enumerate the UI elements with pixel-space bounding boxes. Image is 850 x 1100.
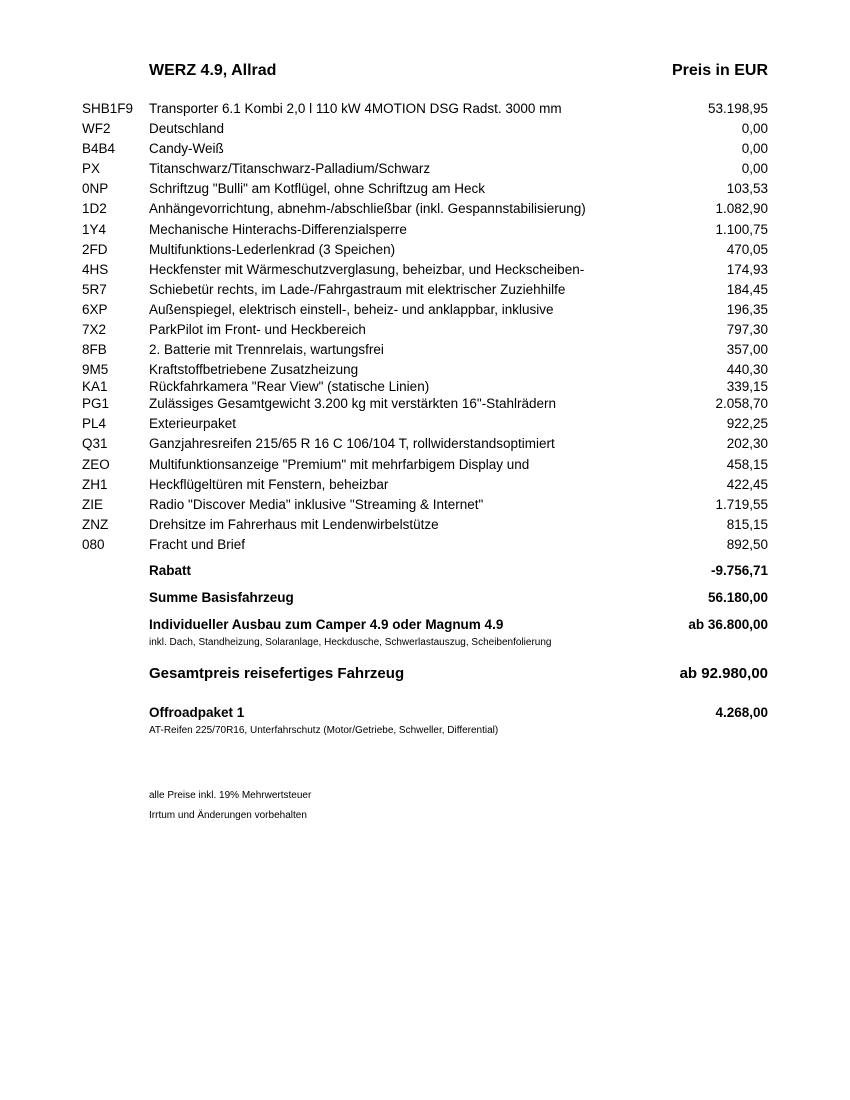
ausbau-row <box>149 617 768 635</box>
item-price: 797,30 <box>726 322 768 338</box>
item-code: ZIE <box>82 496 104 512</box>
rabatt-row <box>149 563 768 581</box>
item-row <box>82 535 768 555</box>
item-price: 1.719,55 <box>715 496 768 512</box>
item-row <box>82 414 768 434</box>
item-row <box>82 99 768 119</box>
gesamt-label: Gesamtpreis reisefertiges Fahrzeug <box>149 665 405 682</box>
item-price: 892,50 <box>726 536 768 552</box>
item-description: Rückfahrkamera "Rear View" (statische Linien) <box>149 379 430 395</box>
basis-row <box>149 590 768 608</box>
item-description: Heckflügeltüren mit Fenstern, beheizbar <box>149 476 389 492</box>
item-row <box>82 240 768 260</box>
item-code: 1D2 <box>82 201 107 217</box>
offroad-note: AT-Reifen 225/70R16, Unterfahrschutz (Motor/Getriebe, Schweller, Differential) <box>149 725 499 736</box>
item-code: 7X2 <box>82 322 107 338</box>
item-code: 0NP <box>82 181 109 197</box>
ausbau-label: Individueller Ausbau zum Camper 4.9 oder Magnum 4.9 <box>149 617 504 632</box>
item-row <box>82 320 768 340</box>
item-code: ZNZ <box>82 516 109 532</box>
item-price: 53.198,95 <box>707 101 768 116</box>
item-code: PL4 <box>82 416 107 432</box>
item-description: Mechanische Hinterachs-Differenzialsperre <box>149 221 407 237</box>
item-code: 1Y4 <box>82 221 107 237</box>
item-price: 422,45 <box>726 476 768 492</box>
item-price: 0,00 <box>741 161 768 177</box>
item-description: Exterieurpaket <box>149 416 237 432</box>
item-price: 103,53 <box>726 181 768 197</box>
item-code: Q31 <box>82 436 108 452</box>
item-description: Transporter 6.1 Kombi 2,0 l 110 kW 4MOTION DSG Radst. 3000 mm <box>149 101 562 116</box>
rabatt-value: -9.756,71 <box>710 563 768 578</box>
item-row <box>82 495 768 515</box>
item-description: Schriftzug "Bulli" am Kotflügel, ohne Schriftzug am Heck <box>149 181 485 197</box>
item-code: KA1 <box>82 379 108 395</box>
item-row <box>82 340 768 360</box>
item-code: 9M5 <box>82 362 109 378</box>
item-price: 470,05 <box>726 241 768 257</box>
equipment-list <box>82 99 768 555</box>
item-price: 2.058,70 <box>715 396 768 412</box>
item-row <box>82 475 768 495</box>
item-row <box>82 280 768 300</box>
item-price: 0,00 <box>741 141 768 157</box>
item-row <box>82 394 768 414</box>
item-code: PX <box>82 161 101 177</box>
item-description: Drehsitze im Fahrerhaus mit Lendenwirbelstütze <box>149 516 439 532</box>
item-code: SHB1F9 <box>82 101 134 116</box>
item-code: 080 <box>82 536 105 552</box>
item-price: 202,30 <box>726 436 768 452</box>
item-description: Fracht und Brief <box>149 536 246 552</box>
basis-value: 56.180,00 <box>707 590 768 605</box>
item-description: 2. Batterie mit Trennrelais, wartungsfrei <box>149 342 384 358</box>
item-description: Candy-Weiß <box>149 141 224 157</box>
price-column-heading: Preis in EUR <box>671 62 768 79</box>
item-price: 922,25 <box>726 416 768 432</box>
gesamt-row <box>149 665 768 685</box>
item-description: Schiebetür rechts, im Lade-/Fahrgastraum mit elektrischer Zuziehhilfe <box>149 281 566 297</box>
basis-label: Summe Basisfahrzeug <box>149 590 294 605</box>
item-code: 8FB <box>82 342 107 358</box>
item-price: 196,35 <box>726 301 768 317</box>
item-price: 184,45 <box>726 281 768 297</box>
item-code: ZH1 <box>82 476 108 492</box>
item-description: Außenspiegel, elektrisch einstell-, beheiz- und anklappbar, inklusive <box>149 301 554 317</box>
item-description: Multifunktionsanzeige "Premium" mit mehrfarbigem Display und <box>149 456 530 472</box>
item-price: 815,15 <box>726 516 768 532</box>
item-row <box>82 360 768 377</box>
gesamt-value: ab 92.980,00 <box>679 665 768 682</box>
item-description: Kraftstoffbetriebene Zusatzheizung <box>149 362 359 378</box>
offroad-label: Offroadpaket 1 <box>149 705 245 720</box>
item-description: Ganzjahresreifen 215/65 R 16 C 106/104 T, rollwiderstandsoptimiert <box>149 436 555 452</box>
item-row <box>82 300 768 320</box>
item-code: WF2 <box>82 121 111 137</box>
item-code: 5R7 <box>82 281 107 297</box>
item-row <box>82 119 768 139</box>
item-row <box>82 260 768 280</box>
item-code: 2FD <box>82 241 108 257</box>
item-description: Heckfenster mit Wärmeschutzverglasung, beheizbar, und Heckscheiben- <box>149 261 585 277</box>
vat-note: alle Preise inkl. 19% Mehrwertsteuer <box>149 790 312 801</box>
item-description: Titanschwarz/Titanschwarz-Palladium/Schwarz <box>149 161 431 177</box>
item-code: B4B4 <box>82 141 116 157</box>
item-price: 174,93 <box>726 261 768 277</box>
offroad-row <box>149 705 768 723</box>
rabatt-label: Rabatt <box>149 563 192 578</box>
item-row <box>82 377 768 394</box>
item-price: 0,00 <box>741 121 768 137</box>
item-code: 4HS <box>82 261 109 277</box>
offroad-value: 4.268,00 <box>715 705 768 720</box>
item-description: Deutschland <box>149 121 225 137</box>
item-price: 1.100,75 <box>715 221 768 237</box>
item-code: PG1 <box>82 396 110 412</box>
item-row <box>82 139 768 159</box>
item-row <box>82 159 768 179</box>
ausbau-value: ab 36.800,00 <box>688 617 768 632</box>
item-row <box>82 455 768 475</box>
item-price: 339,15 <box>726 379 768 395</box>
item-price: 357,00 <box>726 342 768 358</box>
item-row <box>82 515 768 535</box>
item-price: 458,15 <box>726 456 768 472</box>
item-row <box>82 220 768 240</box>
item-price: 1.082,90 <box>715 201 768 217</box>
item-row <box>82 199 768 219</box>
disclaimer: Irrtum und Änderungen vorbehalten <box>149 810 307 821</box>
item-row <box>82 179 768 199</box>
item-description: Anhängevorrichtung, abnehm-/abschließbar (inkl. Gespannstabilisierung) <box>149 201 586 217</box>
item-description: Multifunktions-Lederlenkrad (3 Speichen) <box>149 241 396 257</box>
item-code: ZEO <box>82 456 110 472</box>
item-price: 440,30 <box>726 362 768 378</box>
item-code: 6XP <box>82 301 108 317</box>
item-description: Zulässiges Gesamtgewicht 3.200 kg mit verstärkten 16"-Stahlrädern <box>149 396 556 412</box>
item-row <box>82 434 768 454</box>
document-title: WERZ 4.9, Allrad <box>149 62 277 79</box>
item-description: ParkPilot im Front- und Heckbereich <box>149 322 366 338</box>
item-description: Radio "Discover Media" inklusive "Streaming & Internet" <box>149 496 484 512</box>
ausbau-note: inkl. Dach, Standheizung, Solaranlage, Heckdusche, Schwerlastauszug, Scheibenfolierung <box>149 637 552 648</box>
